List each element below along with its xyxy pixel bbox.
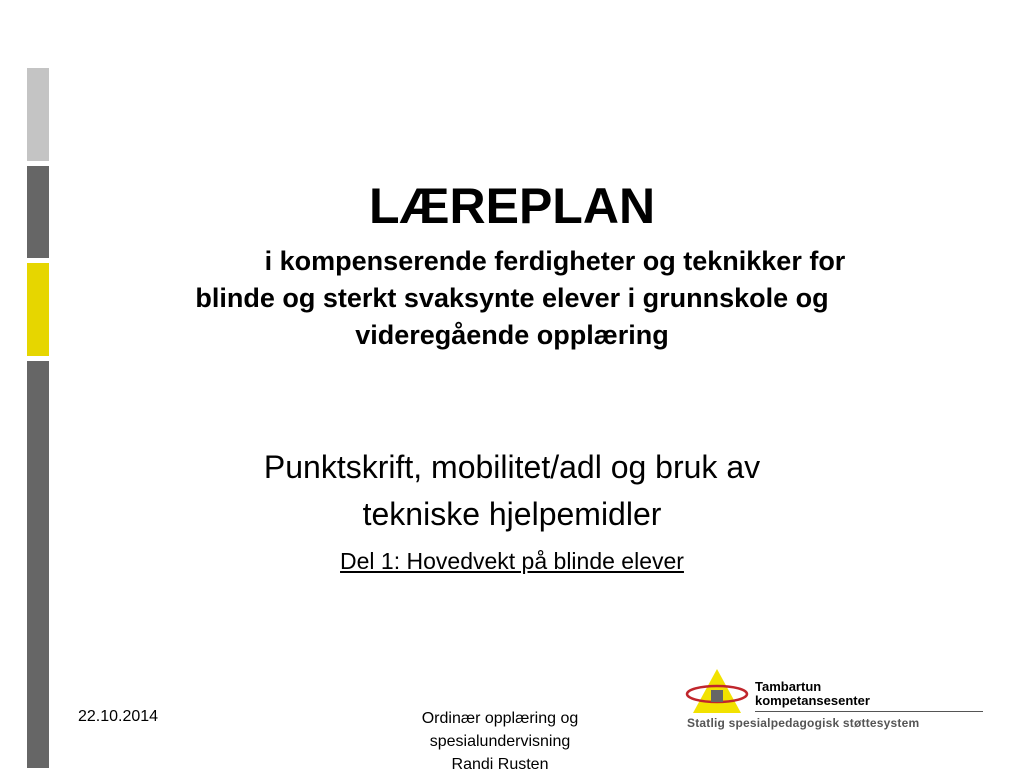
logo-tagline: Statlig spesialpedagogisk støttesystem [687,716,920,730]
footer-line-3: Randi Rusten [451,756,549,773]
subtitle-line-3: videregående opplæring [355,320,669,350]
subtitle-line-2: blinde og sterkt svaksynte elever i grunnskole og [195,283,829,313]
logo-name [755,680,870,708]
footer-center-text [350,707,650,776]
footer-line-1: Ordinær opplæring og [421,710,579,727]
footer-date: 22.10.2014 [78,708,159,725]
decor-bar-light [27,68,49,161]
course-line-2: tekniske hjelpemidler [362,496,662,532]
part-label: Del 1: Hovedvekt på blinde elever [340,548,684,574]
subtitle-line-1: i kompenserende ferdigheter og teknikker for [264,246,846,276]
course-heading [0,444,1024,538]
logo-divider [755,711,983,712]
decor-bar-yellow [27,263,49,356]
slide-title: LÆREPLAN [368,178,656,234]
slide-subtitle [100,243,924,354]
course-line-1: Punktskrift, mobilitet/adl og bruk av [263,449,761,485]
logo-name-line-2: kompetansesenter [755,693,870,708]
logo-name-line-1: Tambartun [755,679,822,694]
tambartun-logo [683,666,983,736]
footer-line-2: spesialundervisning [429,733,571,750]
logo-triangle-icon [683,666,753,716]
